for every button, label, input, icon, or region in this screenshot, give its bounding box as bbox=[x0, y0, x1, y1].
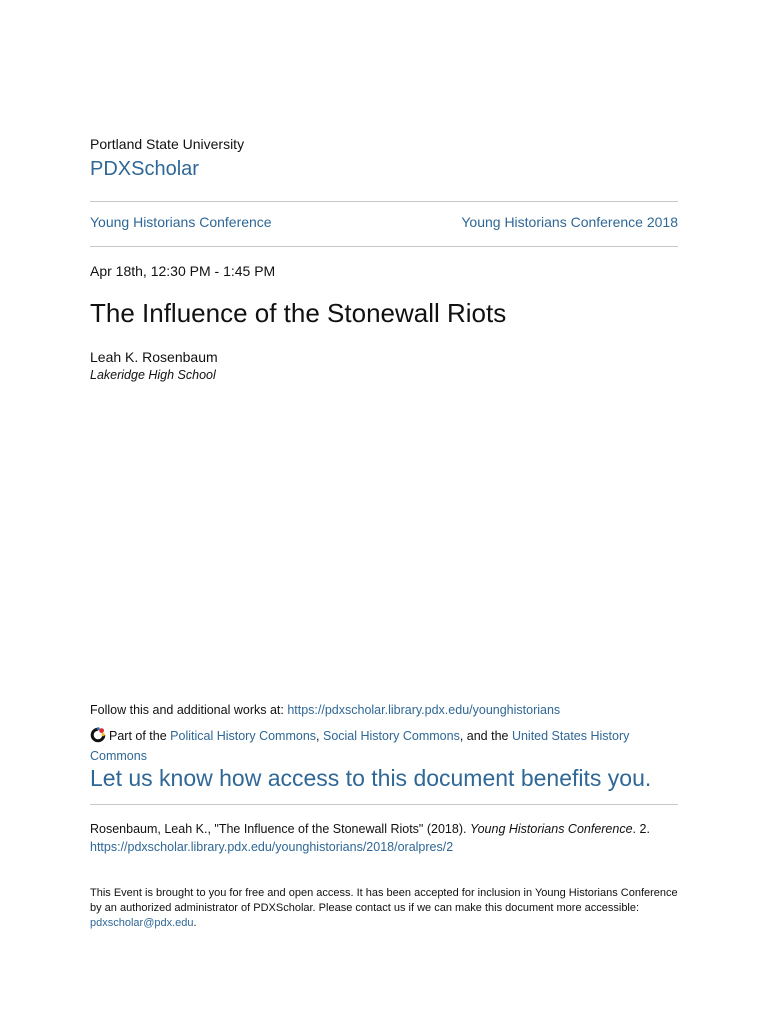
political-history-commons-link[interactable]: Political History Commons bbox=[170, 729, 317, 743]
notice-end: . bbox=[193, 917, 197, 929]
bepress-commons-icon bbox=[90, 727, 106, 743]
cover-page bbox=[90, 0, 678, 1024]
commons-line bbox=[90, 726, 678, 766]
follow-prefix: Follow this and additional works at: bbox=[90, 703, 288, 717]
citation-suffix: . 2. bbox=[632, 822, 650, 836]
author-name: Leah K. Rosenbaum bbox=[90, 349, 218, 365]
follow-line bbox=[90, 703, 560, 717]
divider bbox=[90, 246, 678, 247]
recommended-citation bbox=[90, 820, 678, 856]
page-title: The Influence of the Stonewall Riots bbox=[90, 298, 507, 328]
access-notice bbox=[90, 886, 678, 931]
contact-email-link[interactable]: pdxscholar@pdx.edu bbox=[90, 917, 194, 929]
social-history-commons-link[interactable]: Social History Commons bbox=[322, 729, 460, 743]
feedback-link[interactable]: Let us know how access to this document benefits you. bbox=[90, 765, 652, 791]
notice-text: This Event is brought to you for free and open access. It has been accepted for inclusion in Young Historians Conference by an authorized administrator of PDXScholar. Please contact us if we can make this document more accessible: bbox=[90, 887, 678, 914]
divider bbox=[90, 201, 678, 202]
part-of-separator: , and the bbox=[459, 729, 512, 743]
part-of-separator: , bbox=[316, 729, 323, 743]
citation-text: Rosenbaum, Leah K., "The Influence of the Stonewall Riots" (2018). bbox=[90, 822, 470, 836]
us-history-commons-link[interactable]: United States History Commons bbox=[90, 729, 630, 763]
breadcrumb-conference-2018-link[interactable]: Young Historians Conference 2018 bbox=[461, 214, 678, 230]
follow-url-link[interactable]: https://pdxscholar.library.pdx.edu/younghistorians bbox=[287, 703, 561, 717]
citation-journal: Young Historians Conference bbox=[469, 822, 633, 836]
institution-name: Portland State University bbox=[90, 136, 245, 152]
citation-url-link[interactable]: https://pdxscholar.library.pdx.edu/younghistorians/2018/oralpres/2 bbox=[90, 840, 454, 854]
breadcrumb-conference-link[interactable]: Young Historians Conference bbox=[90, 214, 272, 230]
repository-link[interactable]: PDXScholar bbox=[90, 158, 199, 180]
part-of-prefix: Part of the bbox=[109, 729, 171, 743]
author-affiliation: Lakeridge High School bbox=[90, 368, 216, 382]
divider bbox=[90, 804, 678, 805]
event-date: Apr 18th, 12:30 PM - 1:45 PM bbox=[90, 263, 276, 279]
